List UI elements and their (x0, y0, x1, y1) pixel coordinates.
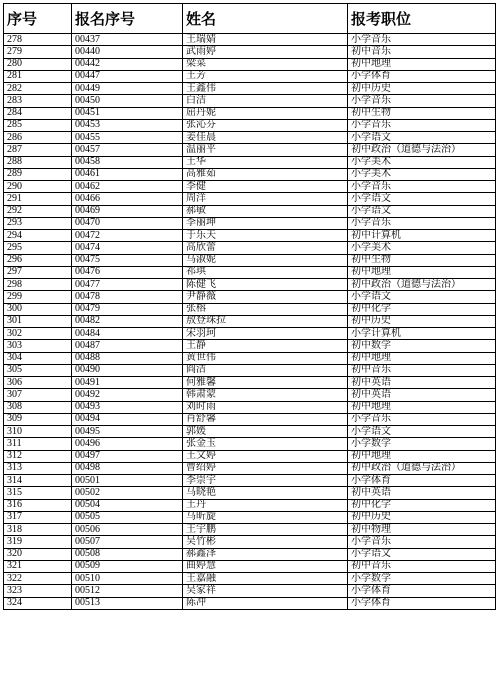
cell-seq: 292 (4, 205, 72, 217)
cell-name: 郝敏 (183, 205, 348, 217)
cell-seq: 321 (4, 560, 72, 572)
cell-position: 初中英语 (348, 377, 496, 389)
table-row (4, 83, 496, 95)
cell-position: 初中音乐 (348, 560, 496, 572)
cell-reg-no: 00487 (72, 340, 183, 352)
cell-name: 马晓艳 (183, 487, 348, 499)
cell-reg-no: 00449 (72, 83, 183, 95)
cell-name: 黄世伟 (183, 352, 348, 364)
cell-reg-no: 00507 (72, 536, 183, 548)
cell-seq: 302 (4, 328, 72, 340)
cell-reg-no: 00509 (72, 560, 183, 572)
cell-position: 初中历史 (348, 315, 496, 327)
header-name: 姓名 (183, 4, 348, 34)
cell-reg-no: 00484 (72, 328, 183, 340)
cell-position: 小学体育 (348, 475, 496, 487)
cell-name: 张沁芬 (183, 119, 348, 131)
cell-position: 小学语文 (348, 193, 496, 205)
cell-seq: 288 (4, 156, 72, 168)
cell-seq: 315 (4, 487, 72, 499)
cell-seq: 306 (4, 377, 72, 389)
cell-name: 李健 (183, 181, 348, 193)
cell-seq: 281 (4, 70, 72, 82)
cell-position: 小学语文 (348, 426, 496, 438)
cell-reg-no: 00478 (72, 291, 183, 303)
cell-name: 温丽平 (183, 144, 348, 156)
header-row (4, 4, 496, 34)
cell-seq: 286 (4, 132, 72, 144)
cell-seq: 289 (4, 168, 72, 180)
cell-position: 小学音乐 (348, 181, 496, 193)
cell-position: 小学音乐 (348, 34, 496, 46)
cell-reg-no: 00512 (72, 585, 183, 597)
cell-name: 王丹 (183, 499, 348, 511)
cell-reg-no: 00462 (72, 181, 183, 193)
cell-name: 曲婷慧 (183, 560, 348, 572)
cell-position: 小学语文 (348, 548, 496, 560)
cell-name: 王宇鹏 (183, 524, 348, 536)
cell-position: 初中计算机 (348, 230, 496, 242)
cell-reg-no: 00490 (72, 364, 183, 376)
cell-seq: 316 (4, 499, 72, 511)
table-row (4, 511, 496, 523)
cell-seq: 324 (4, 597, 72, 609)
cell-reg-no: 00510 (72, 573, 183, 585)
cell-seq: 291 (4, 193, 72, 205)
cell-name: 尹静薇 (183, 291, 348, 303)
cell-position: 初中英语 (348, 487, 496, 499)
cell-reg-no: 00453 (72, 119, 183, 131)
table-row (4, 46, 496, 58)
cell-seq: 285 (4, 119, 72, 131)
table-row (4, 156, 496, 168)
table-row (4, 70, 496, 82)
table-row (4, 242, 496, 254)
table-row (4, 560, 496, 572)
table-row (4, 377, 496, 389)
cell-reg-no: 00506 (72, 524, 183, 536)
cell-reg-no: 00482 (72, 315, 183, 327)
cell-reg-no: 00504 (72, 499, 183, 511)
header-position: 报考职位 (348, 4, 496, 34)
table-row (4, 573, 496, 585)
table-row (4, 499, 496, 511)
cell-seq: 308 (4, 401, 72, 413)
cell-name: 马昕旋 (183, 511, 348, 523)
cell-position: 初中音乐 (348, 364, 496, 376)
cell-name: 张金玉 (183, 438, 348, 450)
table-row (4, 413, 496, 425)
table-row (4, 193, 496, 205)
cell-reg-no: 00479 (72, 303, 183, 315)
cell-name: 周洋 (183, 193, 348, 205)
cell-position: 初中音乐 (348, 46, 496, 58)
cell-name: 宋羽珂 (183, 328, 348, 340)
cell-name: 王鑫伟 (183, 83, 348, 95)
cell-name: 刘时雨 (183, 401, 348, 413)
table-row (4, 230, 496, 242)
cell-seq: 311 (4, 438, 72, 450)
cell-reg-no: 00458 (72, 156, 183, 168)
cell-seq: 296 (4, 254, 72, 266)
cell-seq: 309 (4, 413, 72, 425)
cell-seq: 282 (4, 83, 72, 95)
table-row (4, 291, 496, 303)
table-row (4, 438, 496, 450)
cell-name: 武雨婷 (183, 46, 348, 58)
cell-position: 小学体育 (348, 585, 496, 597)
cell-seq: 323 (4, 585, 72, 597)
table-row (4, 340, 496, 352)
cell-position: 初中化学 (348, 303, 496, 315)
cell-name: 李丽坤 (183, 217, 348, 229)
cell-seq: 317 (4, 511, 72, 523)
cell-name: 郝鑫泽 (183, 548, 348, 560)
cell-name: 高欣蕾 (183, 242, 348, 254)
cell-reg-no: 00476 (72, 266, 183, 278)
cell-reg-no: 00502 (72, 487, 183, 499)
cell-position: 初中英语 (348, 389, 496, 401)
cell-name: 吴竹彬 (183, 536, 348, 548)
cell-name: 祁琪 (183, 266, 348, 278)
cell-seq: 301 (4, 315, 72, 327)
cell-name: 屈丹妮 (183, 107, 348, 119)
cell-reg-no: 00498 (72, 462, 183, 474)
cell-name: 肖舒馨 (183, 413, 348, 425)
table-row (4, 254, 496, 266)
cell-seq: 294 (4, 230, 72, 242)
cell-position: 小学音乐 (348, 217, 496, 229)
cell-seq: 293 (4, 217, 72, 229)
cell-name: 王瑞婧 (183, 34, 348, 46)
cell-name: 阎洁 (183, 364, 348, 376)
cell-position: 初中政治（道德与法治） (348, 462, 496, 474)
table-row (4, 205, 496, 217)
cell-reg-no: 00491 (72, 377, 183, 389)
cell-reg-no: 00474 (72, 242, 183, 254)
cell-reg-no: 00493 (72, 401, 183, 413)
cell-name: 吴家祥 (183, 585, 348, 597)
cell-name: 于乐天 (183, 230, 348, 242)
cell-seq: 307 (4, 389, 72, 401)
table-row (4, 475, 496, 487)
cell-position: 小学美术 (348, 168, 496, 180)
cell-position: 小学音乐 (348, 536, 496, 548)
table-row (4, 279, 496, 291)
cell-name: 郭媛 (183, 426, 348, 438)
cell-reg-no: 00508 (72, 548, 183, 560)
cell-seq: 322 (4, 573, 72, 585)
table-row (4, 119, 496, 131)
table-body (4, 34, 496, 610)
cell-reg-no: 00442 (72, 58, 183, 70)
cell-name: 王芳 (183, 70, 348, 82)
cell-reg-no: 00457 (72, 144, 183, 156)
cell-reg-no: 00501 (72, 475, 183, 487)
cell-reg-no: 00475 (72, 254, 183, 266)
cell-position: 初中数学 (348, 340, 496, 352)
table-row (4, 34, 496, 46)
cell-name: 王静 (183, 340, 348, 352)
table-row (4, 217, 496, 229)
cell-seq: 280 (4, 58, 72, 70)
cell-position: 小学美术 (348, 156, 496, 168)
cell-position: 小学数学 (348, 573, 496, 585)
table-row (4, 389, 496, 401)
cell-reg-no: 00447 (72, 70, 183, 82)
cell-seq: 320 (4, 548, 72, 560)
cell-position: 小学体育 (348, 70, 496, 82)
cell-seq: 310 (4, 426, 72, 438)
cell-reg-no: 00494 (72, 413, 183, 425)
table-row (4, 585, 496, 597)
cell-reg-no: 00469 (72, 205, 183, 217)
cell-reg-no: 00472 (72, 230, 183, 242)
table-row (4, 524, 496, 536)
cell-seq: 290 (4, 181, 72, 193)
cell-position: 初中物理 (348, 524, 496, 536)
cell-name: 马淑妮 (183, 254, 348, 266)
cell-reg-no: 00466 (72, 193, 183, 205)
cell-reg-no: 00497 (72, 450, 183, 462)
table-row (4, 426, 496, 438)
table-row (4, 352, 496, 364)
cell-position: 小学计算机 (348, 328, 496, 340)
cell-name: 王嘉融 (183, 573, 348, 585)
cell-seq: 295 (4, 242, 72, 254)
table-row (4, 401, 496, 413)
table-row (4, 536, 496, 548)
cell-seq: 287 (4, 144, 72, 156)
cell-position: 初中地理 (348, 401, 496, 413)
cell-name: 曹绍婷 (183, 462, 348, 474)
cell-reg-no: 00455 (72, 132, 183, 144)
cell-seq: 278 (4, 34, 72, 46)
cell-name: 白洁 (183, 95, 348, 107)
cell-name: 王文婷 (183, 450, 348, 462)
table-row (4, 168, 496, 180)
cell-reg-no: 00437 (72, 34, 183, 46)
table-row (4, 597, 496, 609)
cell-position: 小学音乐 (348, 119, 496, 131)
table-row (4, 315, 496, 327)
table-row (4, 181, 496, 193)
cell-position: 初中历史 (348, 83, 496, 95)
table-row (4, 266, 496, 278)
header-seq: 序号 (4, 4, 72, 34)
cell-position: 初中地理 (348, 352, 496, 364)
cell-reg-no: 00450 (72, 95, 183, 107)
cell-seq: 284 (4, 107, 72, 119)
cell-seq: 279 (4, 46, 72, 58)
table-row (4, 328, 496, 340)
cell-reg-no: 00477 (72, 279, 183, 291)
table-row (4, 132, 496, 144)
cell-position: 初中地理 (348, 58, 496, 70)
table-row (4, 548, 496, 560)
cell-reg-no: 00488 (72, 352, 183, 364)
cell-name: 张榕 (183, 303, 348, 315)
cell-seq: 297 (4, 266, 72, 278)
header-reg-no: 报名序号 (72, 4, 183, 34)
cell-seq: 318 (4, 524, 72, 536)
cell-position: 小学体育 (348, 597, 496, 609)
cell-name: 王华 (183, 156, 348, 168)
cell-name: 梁菜 (183, 58, 348, 70)
candidate-table (3, 3, 496, 610)
cell-seq: 314 (4, 475, 72, 487)
cell-position: 初中政治（道德与法治） (348, 144, 496, 156)
cell-reg-no: 00495 (72, 426, 183, 438)
cell-name: 姜佳晨 (183, 132, 348, 144)
cell-reg-no: 00492 (72, 389, 183, 401)
cell-position: 小学美术 (348, 242, 496, 254)
cell-seq: 303 (4, 340, 72, 352)
cell-seq: 312 (4, 450, 72, 462)
cell-position: 初中生物 (348, 107, 496, 119)
cell-position: 小学语文 (348, 132, 496, 144)
cell-name: 李崇宇 (183, 475, 348, 487)
table-row (4, 364, 496, 376)
cell-position: 小学音乐 (348, 95, 496, 107)
cell-seq: 300 (4, 303, 72, 315)
cell-name: 陈冲 (183, 597, 348, 609)
cell-name: 敖登珠拉 (183, 315, 348, 327)
cell-seq: 305 (4, 364, 72, 376)
cell-seq: 319 (4, 536, 72, 548)
cell-reg-no: 00461 (72, 168, 183, 180)
table-row (4, 107, 496, 119)
table-row (4, 487, 496, 499)
cell-name: 陈健飞 (183, 279, 348, 291)
cell-name: 何雅馨 (183, 377, 348, 389)
cell-seq: 299 (4, 291, 72, 303)
table-row (4, 450, 496, 462)
cell-reg-no: 00451 (72, 107, 183, 119)
cell-seq: 313 (4, 462, 72, 474)
table-row (4, 462, 496, 474)
cell-position: 小学数学 (348, 438, 496, 450)
table-row (4, 303, 496, 315)
cell-reg-no: 00513 (72, 597, 183, 609)
cell-seq: 283 (4, 95, 72, 107)
cell-position: 初中地理 (348, 450, 496, 462)
cell-name: 高雅茹 (183, 168, 348, 180)
cell-position: 小学语文 (348, 291, 496, 303)
cell-position: 初中政治（道德与法治） (348, 279, 496, 291)
cell-seq: 304 (4, 352, 72, 364)
cell-reg-no: 00505 (72, 511, 183, 523)
table-row (4, 95, 496, 107)
cell-position: 小学语文 (348, 205, 496, 217)
cell-position: 初中历史 (348, 511, 496, 523)
table-row (4, 58, 496, 70)
cell-position: 初中地理 (348, 266, 496, 278)
cell-reg-no: 00440 (72, 46, 183, 58)
cell-name: 韩肃蒙 (183, 389, 348, 401)
cell-reg-no: 00496 (72, 438, 183, 450)
cell-position: 初中生物 (348, 254, 496, 266)
cell-position: 小学音乐 (348, 413, 496, 425)
cell-seq: 298 (4, 279, 72, 291)
table-row (4, 144, 496, 156)
cell-position: 初中化学 (348, 499, 496, 511)
cell-reg-no: 00470 (72, 217, 183, 229)
